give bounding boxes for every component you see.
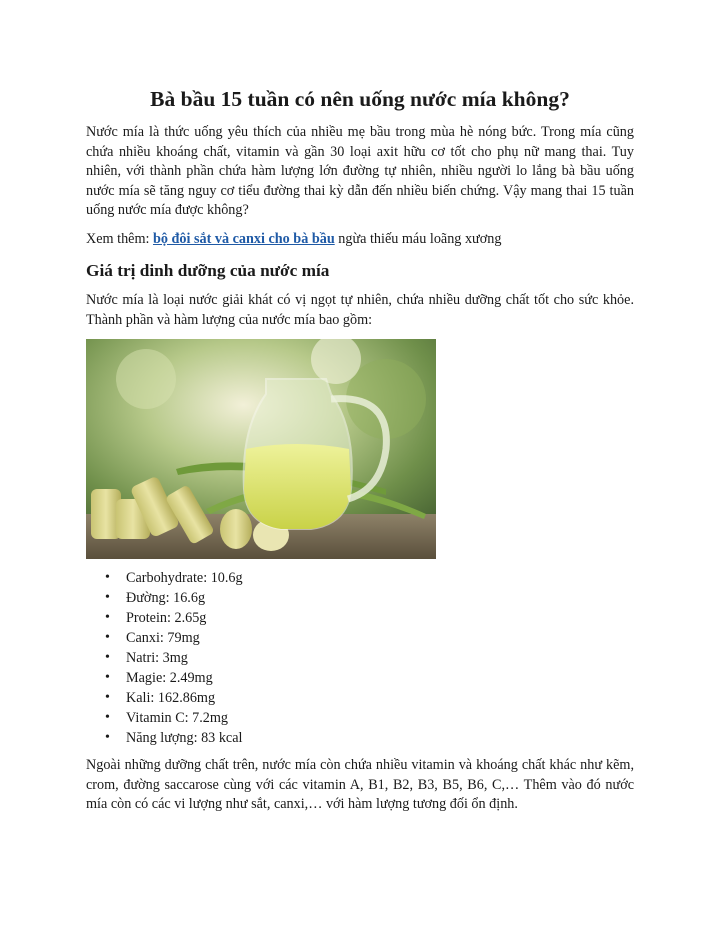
nutrient-list xyxy=(86,568,634,748)
list-item: • Đường: 16.6g xyxy=(126,588,634,608)
list-item: • Vitamin C: 7.2mg xyxy=(126,708,634,728)
list-item: • Carbohydrate: 10.6g xyxy=(126,568,634,588)
intro-paragraph: Nước mía là thức uống yêu thích của nhiều mẹ bầu trong mùa hè nóng bức. Trong mía cũng chứa nhiều khoáng chất, vitamin và gần 30 loại axit hữu cơ tốt cho phụ nữ mang thai. Tuy nhiên, với thành phần chứa hàm lượng lớn đường tự nhiên, nhiều người lo lắng bà bầu uống nước mía sẽ tăng nguy cơ tiểu đường thai kỳ dẫn đến nhiều biến chứng. Vậy mang thai 15 tuần uống nước mía được không? xyxy=(86,124,634,218)
list-item: • Natri: 3mg xyxy=(126,648,634,668)
list-item: • Canxi: 79mg xyxy=(126,628,634,648)
sugarcane-juice-photo xyxy=(86,339,436,559)
page-title: Bà bầu 15 tuần có nên uống nước mía không? xyxy=(150,87,570,111)
see-also-line xyxy=(86,230,634,250)
section-heading: Giá trị dinh dưỡng của nước mía xyxy=(86,261,330,280)
see-also-link[interactable]: bộ đôi sắt và canxi cho bà bầu xyxy=(152,230,335,247)
list-item: • Kali: 162.86mg xyxy=(126,688,634,708)
see-also-suffix: ngừa thiếu máu loãng xương xyxy=(334,230,502,247)
list-item: • Protein: 2.65g xyxy=(126,608,634,628)
outro-paragraph: Ngoài những dưỡng chất trên, nước mía còn chứa nhiều vitamin và khoáng chất khác như kẽm, crom, đường saccarose cùng với các vitamin A, B1, B2, B3, B5, B6, C,… Thêm vào đó nước mía còn có các vi lượng như sắt, canxi,… với hàm lượng tương đối ổn định. xyxy=(86,757,634,812)
see-also-prefix: Xem thêm: xyxy=(86,230,153,247)
list-item: • Magie: 2.49mg xyxy=(126,668,634,688)
list-item: • Năng lượng: 83 kcal xyxy=(126,728,634,748)
section-intro-paragraph: Nước mía là loại nước giải khát có vị ngọt tự nhiên, chứa nhiều dưỡng chất tốt cho sức khỏe. Thành phần và hàm lượng của nước mía bao gồm: xyxy=(86,292,634,328)
